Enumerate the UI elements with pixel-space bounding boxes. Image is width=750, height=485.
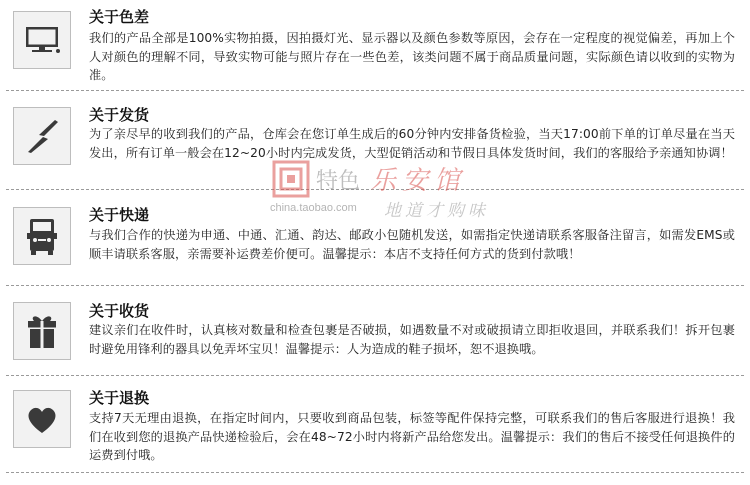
section-text: 与我们合作的快递为申通、中通、汇通、韵达、邮政小包随机发送，如需指定快递请联系客服备注留言，如需发EMS或顺丰请联系客服，亲需要补运费差价便可。温馨提示：本店不支持任何方式的货到付款哦！	[89, 228, 735, 261]
section-text: 建议亲们在收件时，认真核对数量和检查包裹是否破损，如遇数量不对或破损请立即拒收退回，并联系我们！拆开包裹时避免用锋利的器具以免弄坏宝贝！温馨提示：人为造成的鞋子损坏，恕不退换哦。	[89, 323, 735, 356]
section-title: 关于退换	[89, 389, 150, 407]
truck-icon	[22, 216, 62, 256]
heart-icon	[22, 399, 62, 439]
shop-watermark	[270, 158, 502, 221]
gift-icon-box	[13, 302, 71, 360]
section-title: 关于色差	[89, 8, 150, 26]
section-text: 支持7天无理由退换，在指定时间内，只要收到商品包装，标签等配件保持完整，可联系我们的售后客服进行退换！我们在收到您的退换产品快递检验后，会在48~72小时内将新产品给您发出。温馨提示：我们的售后不接受任何退换件的运费到付哦。	[89, 411, 735, 462]
divider	[6, 285, 744, 286]
section-title: 关于收货	[89, 302, 150, 320]
watermark-slogan: 地道才购味	[384, 201, 489, 221]
computer-icon-box	[13, 11, 71, 69]
truck-icon-box	[13, 207, 71, 265]
watermark-shop-name: 乐安馆	[370, 166, 467, 196]
divider	[6, 375, 744, 376]
section-title: 关于发货	[89, 106, 150, 124]
lightning-icon-box	[13, 107, 71, 165]
section-text: 为了亲尽早的收到我们的产品，仓库会在您订单生成后的60分钟内安排备货检验，当天17:00前下单的订单尽量在当天发出，所有订单一般会在12~20小时内完成发货，大型促销活动和节假日具体发货时间，我们的客服给予亲通知协调！	[89, 127, 735, 160]
divider	[6, 90, 744, 91]
heart-icon-box	[13, 390, 71, 448]
computer-icon	[22, 25, 62, 55]
divider	[6, 472, 744, 473]
section-title: 关于快递	[89, 206, 150, 224]
section-text: 我们的产品全部是100%实物拍摄，因拍摄灯光、显示器以及颜色参数等原因，会存在一定程度的视觉偏差，再加上个人对颜色的理解不同，导致实物可能与照片存在一些色差，该类问题不属于商品质量问题，实际颜色请以收到的实物为准。	[89, 31, 735, 82]
gift-icon	[22, 311, 62, 351]
divider	[6, 189, 744, 190]
lightning-icon	[22, 116, 62, 156]
watermark-url: china.taobao.com	[270, 202, 357, 214]
shop-logo-icon	[272, 160, 310, 198]
watermark-brand: 特色	[316, 169, 361, 194]
